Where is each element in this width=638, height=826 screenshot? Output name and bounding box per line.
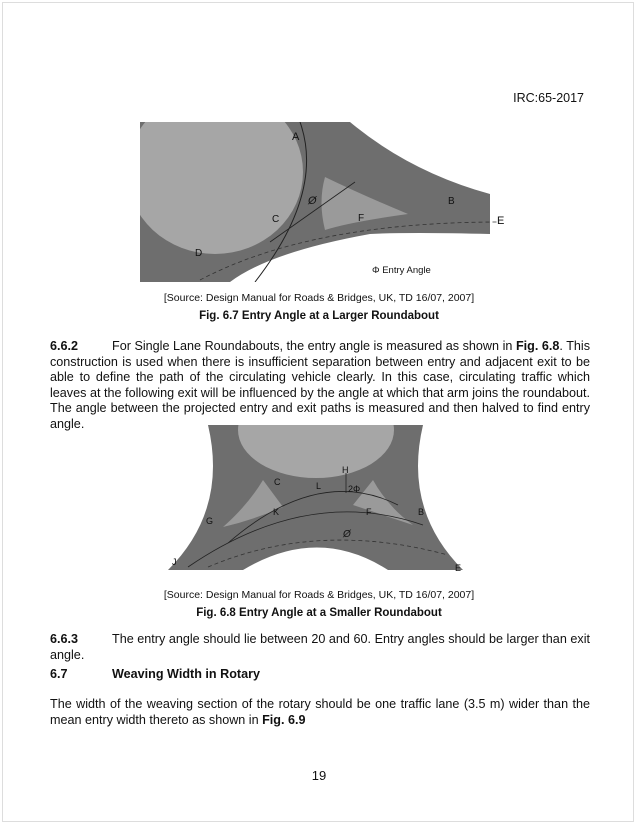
fig1-label-c: C — [272, 214, 280, 225]
page-number: 19 — [311, 768, 327, 783]
figure-6-8-diagram — [168, 425, 463, 575]
paragraph-6-6-3 — [50, 632, 590, 663]
fig-6-9-reference: Fig. 6.9 — [262, 712, 306, 727]
section-number-6-6-3: 6.6.3 — [50, 632, 79, 646]
section-number-6-7: 6.7 — [50, 667, 68, 681]
figure-6-8-caption: Fig. 6.8 Entry Angle at a Smaller Roundabout — [196, 607, 442, 619]
figure-6-7-diagram — [140, 122, 520, 282]
figure-6-7-source: [Source: Design Manual for Roads & Bridges, UK, TD 16/07, 2007] — [163, 292, 475, 304]
fig1-label-a: A — [292, 131, 300, 143]
fig2-label-k: K — [273, 507, 280, 517]
fig2-label-two-phi: 2Φ — [348, 484, 361, 494]
paragraph-6-7 — [50, 697, 590, 728]
section-heading-6-7 — [50, 667, 260, 681]
paragraph-6-6-2-text-a: For Single Lane Roundabouts, the entry angle is measured as shown in — [112, 339, 516, 353]
fig2-label-phi: Ø — [343, 529, 351, 540]
fig1-legend: Φ Entry Angle — [372, 265, 431, 276]
fig1-label-phi: Ø — [308, 195, 317, 207]
fig2-label-j: J — [172, 557, 177, 567]
fig1-label-d: D — [195, 248, 203, 259]
fig2-label-b: B — [418, 507, 425, 517]
section-number-6-6-2: 6.6.2 — [50, 339, 79, 353]
paragraph-6-7-text: The width of the weaving section of the rotary should be one traffic lane (3.5 m) wider than the mean entry width thereto as shown in — [50, 697, 590, 727]
fig1-label-f: F — [358, 213, 365, 224]
paragraph-6-6-2-text-b: . This construction is used when there is insufficient separation between entry and adjacent exit to be able to define the path of the circulating vehicle clearly. In this case, circulating traffic which leaves at the following exit will be influenced by the angle at which that arm joins the roundabout. The angle between the projected entry and exit paths is measured and then halved to find entry angle. — [50, 339, 591, 431]
fig1-label-b: B — [448, 196, 455, 207]
fig2-label-f: F — [366, 507, 372, 517]
fig1-label-e: E — [497, 215, 505, 227]
fig2-label-c: C — [274, 477, 281, 487]
fig-6-8-reference: Fig. 6.8 — [515, 339, 560, 353]
fig2-label-e: E — [455, 563, 462, 573]
section-title-6-7: Weaving Width in Rotary — [112, 667, 260, 681]
paragraph-6-6-2 — [50, 339, 590, 433]
figure-6-7-caption: Fig. 6.7 Entry Angle at a Larger Roundabout — [199, 310, 439, 322]
paragraph-6-6-3-text: The entry angle should lie between 20 and 60. Entry angles should be larger than exit angle. — [50, 632, 590, 662]
document-code: IRC:65-2017 — [513, 91, 584, 105]
fig2-label-h: H — [342, 465, 349, 475]
fig2-label-l: L — [316, 481, 322, 491]
figure-6-8-source: [Source: Design Manual for Roads & Bridges, UK, TD 16/07, 2007] — [163, 589, 475, 601]
fig2-label-g: G — [206, 516, 214, 526]
